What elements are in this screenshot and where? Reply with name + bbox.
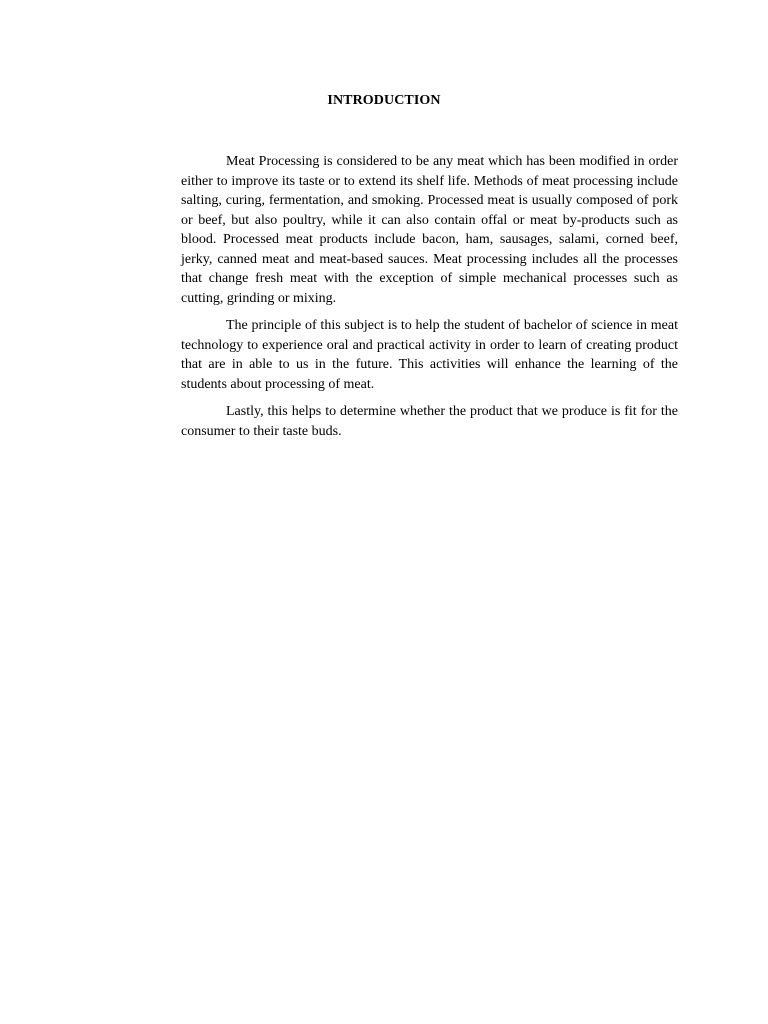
paragraph-lastly: Lastly, this helps to determine whether the product that we produce is fit for the consumer to their taste buds.: [181, 404, 678, 439]
paragraph-principle: The principle of this subject is to help the student of bachelor of science in meat technology to experience oral and practical activity in order to learn of creating product that are in able to us in the future. This activities will enhance the learning of the students about processing of meat.: [181, 318, 678, 392]
document-body: [181, 152, 678, 449]
page-title: INTRODUCTION: [327, 93, 441, 108]
paragraph-meat-processing: Meat Processing is considered to be any meat which has been modified in order either to improve its taste or to extend its shelf life. Methods of meat processing include salting, curing, fermentation, and smoking. Processed meat is usually composed of pork or beef, but also poultry, while it can also contain offal or meat by-products such as blood. Processed meat products include bacon, ham, sausages, salami, corned beef, jerky, canned meat and meat-based sauces. Meat processing includes all the processes that change fresh meat with the exception of simple mechanical processes such as cutting, grinding or mixing.: [181, 154, 678, 306]
